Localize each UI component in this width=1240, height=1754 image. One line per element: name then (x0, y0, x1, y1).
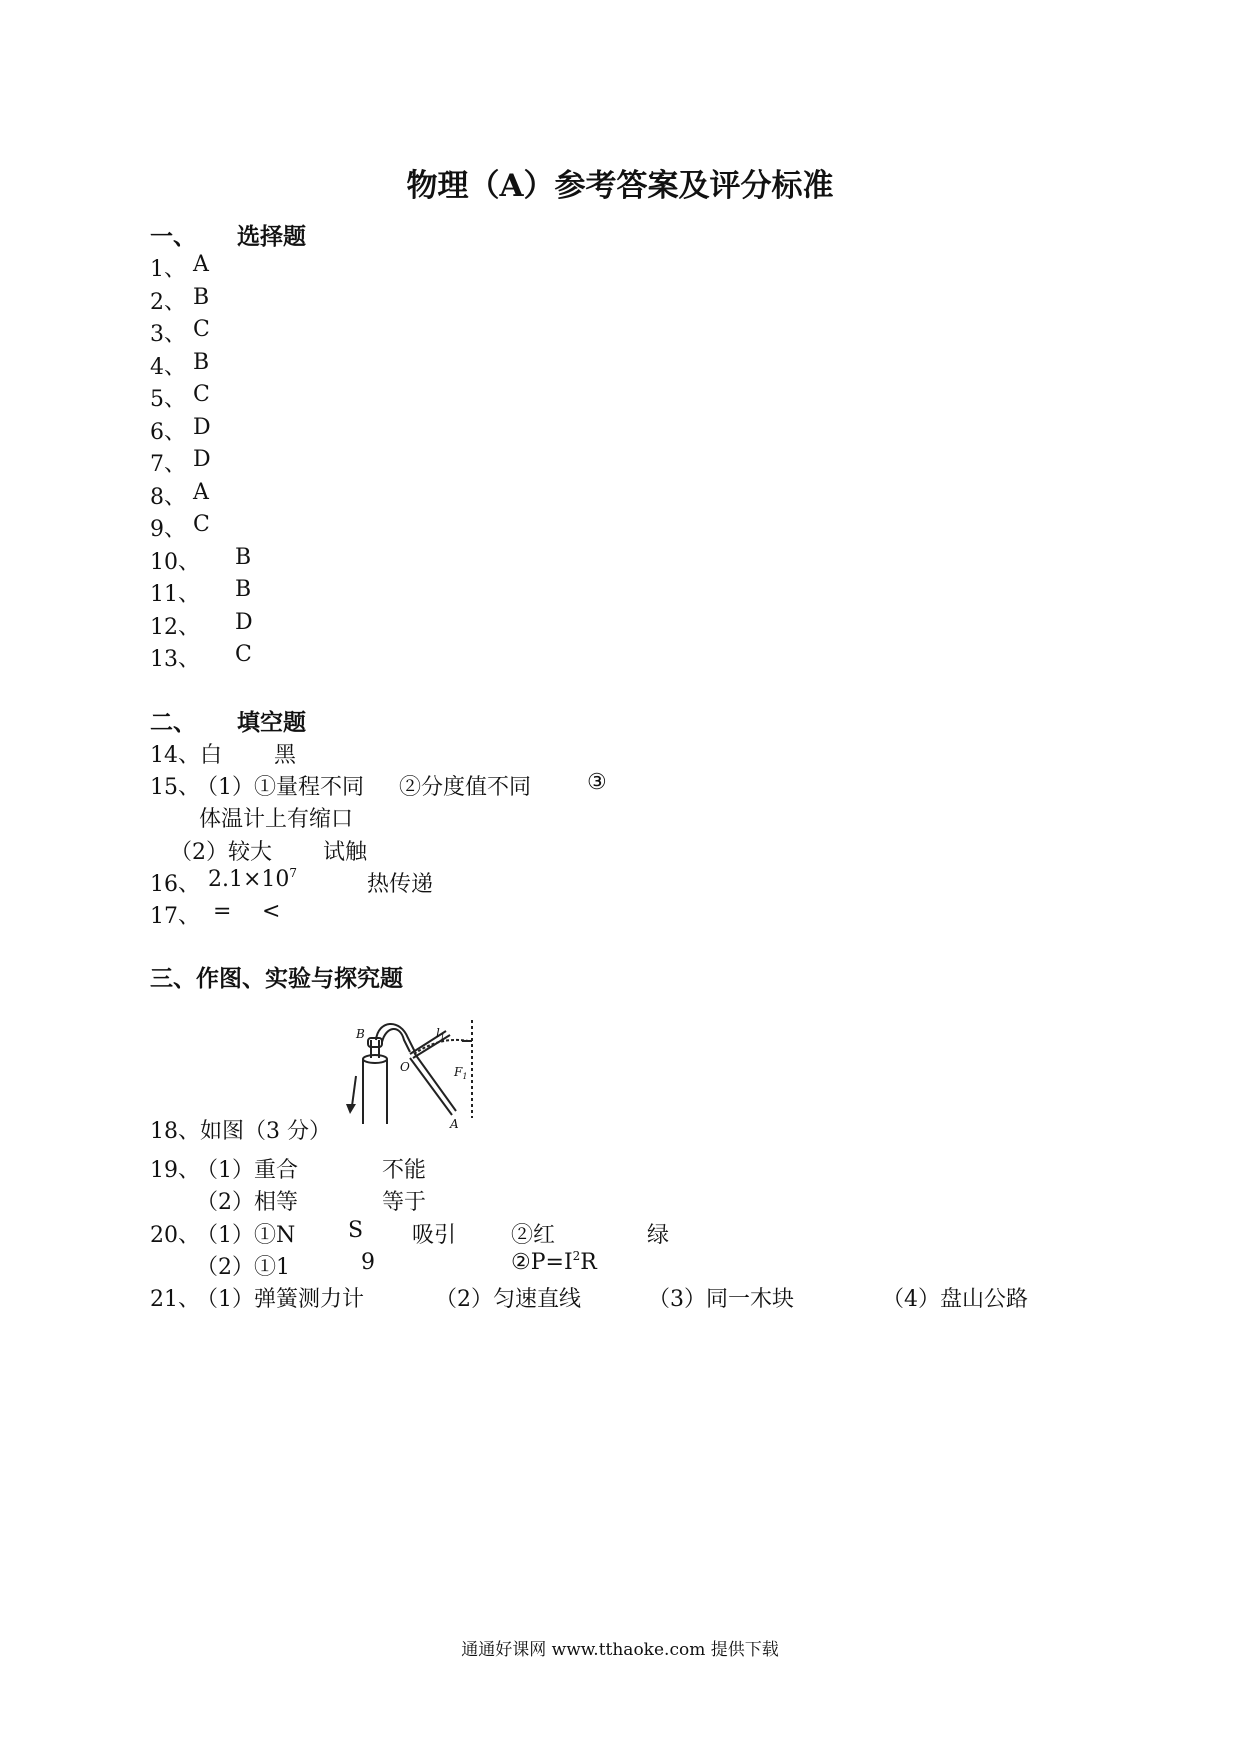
answer-text: （3）同一木块 (648, 1287, 794, 1312)
question-number: 9、 (150, 517, 186, 542)
answer-text: （1）①N (196, 1223, 296, 1248)
label-B: B (356, 1027, 365, 1041)
question-20-line1 (150, 1218, 670, 1249)
question-number: 6、 (150, 419, 186, 445)
lever-lower (415, 1054, 456, 1111)
answer-text: （1）①量程不同 (196, 775, 364, 800)
question-number: 15、 (150, 775, 200, 800)
choice-answer-row (150, 447, 211, 478)
label-A: A (450, 1117, 459, 1130)
answer-text: ②红 (511, 1223, 556, 1248)
question-number: 3、 (150, 322, 186, 347)
section2-title: 填空题 (237, 709, 306, 736)
label-F1 (453, 1065, 467, 1081)
choice-answer-row (150, 479, 209, 511)
question-18: 18、如图（3 分） (150, 1119, 331, 1144)
label-l1 (436, 1026, 445, 1042)
label-l1-sub: 1 (439, 1033, 445, 1042)
question-number: 5、 (150, 387, 186, 412)
question-number: 11、 (150, 582, 200, 607)
answer-letter: D (193, 414, 211, 440)
answer-text: （2）相等 (196, 1190, 298, 1215)
exponent: 2 (572, 1249, 581, 1263)
question-19-line1 (150, 1153, 427, 1184)
answer-text: 白 (200, 743, 223, 768)
question-number: 7、 (150, 452, 186, 477)
answer-letter: C (193, 382, 210, 407)
section2-number: 二、 (150, 709, 196, 736)
choice-answer-row (150, 414, 211, 446)
answer-base: 2.1×10 (208, 867, 290, 892)
cylinder-top (363, 1055, 387, 1063)
push-arrow (352, 1076, 356, 1106)
choice-answer-row (150, 382, 210, 413)
question-number: 20、 (150, 1223, 200, 1248)
choice-answer-row (150, 544, 252, 576)
answer-letter: D (235, 609, 253, 635)
answer-letter: B (235, 544, 252, 570)
answer-letter: C (193, 317, 210, 342)
section1-heading (150, 218, 306, 251)
question-number: 19、 (150, 1158, 200, 1183)
label-l1-main: l (436, 1026, 440, 1040)
question-number: 4、 (150, 354, 186, 380)
answer-text: S (348, 1218, 364, 1243)
question-number: 12、 (150, 614, 200, 640)
answer-text: （4）盘山公路 (882, 1287, 1028, 1312)
answer-letter: B (193, 284, 210, 310)
question-number: 21、 (150, 1287, 200, 1312)
answer-letter: B (235, 577, 252, 602)
answer-letter: A (193, 479, 209, 505)
choice-answer-row (150, 349, 210, 381)
answer-text: 热传递 (367, 872, 434, 897)
answer-text: 体温计上有缩口 (199, 807, 354, 832)
answer-text: 试触 (323, 840, 368, 865)
answer-text: 不能 (382, 1158, 427, 1183)
question-14 (150, 738, 297, 769)
answer-text: 绿 (647, 1223, 670, 1248)
lever-diagram (340, 1018, 500, 1130)
arrow-head (346, 1104, 356, 1114)
choice-answer-row (150, 317, 210, 348)
answer-text: < (262, 899, 281, 924)
answer-text: （2）匀速直线 (435, 1287, 581, 1312)
answer-letter: B (193, 349, 210, 375)
answer-text: 吸引 (412, 1223, 457, 1248)
answer-text: ③ (587, 770, 607, 795)
choice-answer-row (150, 609, 253, 641)
answer-letter: C (193, 512, 210, 537)
choice-answer-row (150, 577, 252, 608)
section1-title: 选择题 (237, 223, 306, 250)
question-number: 17、 (150, 904, 200, 929)
question-20-line2 (196, 1249, 597, 1281)
question-number: 14、 (150, 743, 200, 768)
formula-base: ②P=I (511, 1250, 573, 1275)
answer-text: （2）①1 (196, 1255, 290, 1280)
question-15-line1 (150, 770, 607, 801)
question-number: 8、 (150, 484, 186, 510)
answer-text: 黑 (274, 743, 297, 768)
section2-heading (150, 704, 306, 737)
lever-lower (410, 1058, 452, 1115)
question-19-line2 (196, 1185, 427, 1216)
exponent: 7 (289, 866, 298, 880)
answer-text: ②分度值不同 (399, 775, 532, 800)
answer-text: （1）重合 (196, 1158, 298, 1183)
answer-text (208, 867, 297, 892)
question-number: 1、 (150, 257, 186, 282)
answer-text: （2）较大 (170, 840, 272, 865)
label-O: O (400, 1060, 410, 1074)
formula-tail: R (580, 1250, 597, 1275)
answer-text: = (213, 899, 232, 924)
question-number: 2、 (150, 289, 186, 315)
choice-answer-row (150, 252, 209, 283)
footer-text: 通通好课网 www.tthaoke.com 提供下载 (461, 1640, 779, 1660)
question-15-line3 (170, 835, 368, 866)
question-21 (150, 1282, 1028, 1313)
answer-text: （1）弹簧测力计 (196, 1287, 364, 1312)
question-number: 13、 (150, 647, 200, 672)
answer-text (511, 1250, 597, 1275)
label-F1-main: F (454, 1065, 463, 1079)
answer-text: 9 (361, 1250, 375, 1275)
choice-answer-row (150, 284, 210, 316)
section1-number: 一、 (150, 223, 196, 250)
label-F1-sub: 1 (462, 1072, 468, 1081)
question-number: 10、 (150, 549, 200, 575)
question-17 (150, 899, 281, 930)
answer-text: 等于 (382, 1190, 427, 1215)
question-number: 16、 (150, 872, 200, 897)
answer-letter: C (235, 642, 252, 667)
answer-letter: A (193, 252, 209, 277)
answer-letter: D (193, 447, 211, 472)
section3-heading: 三、作图、实验与探究题 (150, 965, 403, 992)
choice-answer-row (150, 512, 210, 543)
page-title: 物理（A）参考答案及评分标准 (406, 168, 834, 204)
choice-answer-row (150, 642, 252, 673)
